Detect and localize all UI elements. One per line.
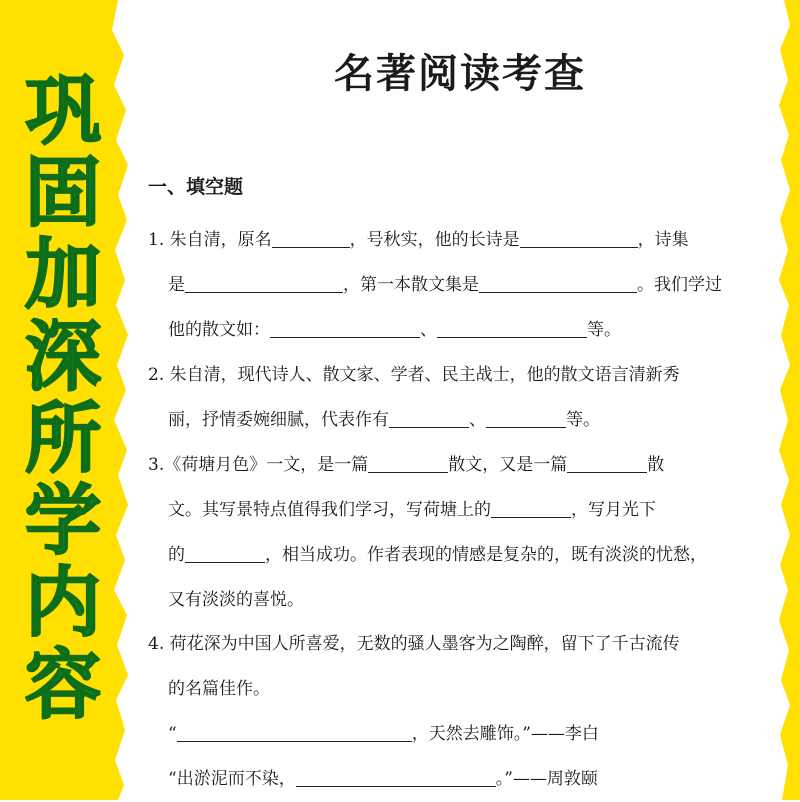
side-char: 容 [25,640,101,729]
answer-blank[interactable] [296,769,496,787]
section-heading: 一、填空题 [148,176,244,198]
question-text: 等。 [566,410,600,430]
quote-open: “ [168,724,177,744]
page-title: 名著阅读考查 [334,50,586,97]
question-3 [148,443,760,623]
question-1 [148,218,760,353]
question-text: 3.《荷塘月色》一文，是一篇 [148,455,369,475]
question-line [148,308,760,353]
question-text: 。”——周敦颐 [495,769,598,789]
answer-blank[interactable] [272,230,350,248]
question-text: 4. 荷花深为中国人所喜爱，无数的骚人墨客为之陶醉，留下了千古流传 [148,634,680,654]
question-line [148,622,760,667]
answer-blank[interactable] [486,410,566,428]
question-4 [148,622,760,802]
side-char: 所 [25,394,101,483]
side-banner-title [18,66,108,729]
question-text: 是 [168,275,185,295]
question-text: ，天然去雕饰。”——李白 [411,724,599,744]
question-text: 丽，抒情委婉细腻，代表作有 [168,410,389,430]
answer-blank[interactable] [185,275,343,293]
question-line [148,578,760,623]
question-text: ，相当成功。作者表现的情感是复杂的，既有淡淡的忧愁， [265,545,707,565]
question-text: 又有淡淡的喜悦。 [168,590,304,610]
question-text: 文。其写景特点值得我们学习，写荷塘上的 [168,500,491,520]
question-line [148,263,760,308]
question-line [148,443,760,488]
answer-blank[interactable] [567,455,647,473]
question-line [148,667,760,712]
answer-blank[interactable] [389,410,469,428]
answer-blank[interactable] [491,500,571,518]
question-text: 1. 朱自清，原名 [148,230,272,250]
answer-blank[interactable] [437,320,587,338]
side-char: 内 [25,558,101,647]
right-yellow-band [776,0,800,800]
question-line [148,353,760,398]
question-line [148,712,760,757]
question-text: 、 [469,410,486,430]
question-text: ，诗集 [637,230,689,250]
question-text: ，写月光下 [571,500,656,520]
question-line [148,533,760,578]
question-text: 的名篇佳作。 [168,679,270,699]
question-text: 他的散文如： [168,320,270,340]
question-text: 等。 [587,320,621,340]
answer-blank[interactable] [177,724,412,742]
question-text: 。我们学过 [637,275,722,295]
question-text: ，第一本散文集是 [343,275,479,295]
side-char: 固 [25,148,101,237]
question-line [148,757,760,802]
question-text: 散文，又是一篇 [448,455,568,475]
question-text: 2. 朱自清，现代诗人、散文家、学者、民主战士，他的散文语言清新秀 [148,365,680,385]
answer-blank[interactable] [479,275,637,293]
question-2 [148,353,760,443]
question-text: ，号秋实，他的长诗是 [349,230,520,250]
question-text: 、 [420,320,437,340]
question-line [148,218,760,263]
question-text: 散 [647,455,665,475]
answer-blank[interactable] [368,455,448,473]
answer-blank[interactable] [185,545,265,563]
question-line [148,488,760,533]
answer-blank[interactable] [270,320,420,338]
answer-blank[interactable] [520,230,638,248]
side-char: 学 [25,476,101,565]
question-text: 的 [168,545,185,565]
side-char: 深 [25,312,101,401]
question-line [148,398,760,443]
side-char: 巩 [25,66,101,155]
side-char: 加 [25,230,101,319]
question-text: “出淤泥而不染， [168,769,296,789]
